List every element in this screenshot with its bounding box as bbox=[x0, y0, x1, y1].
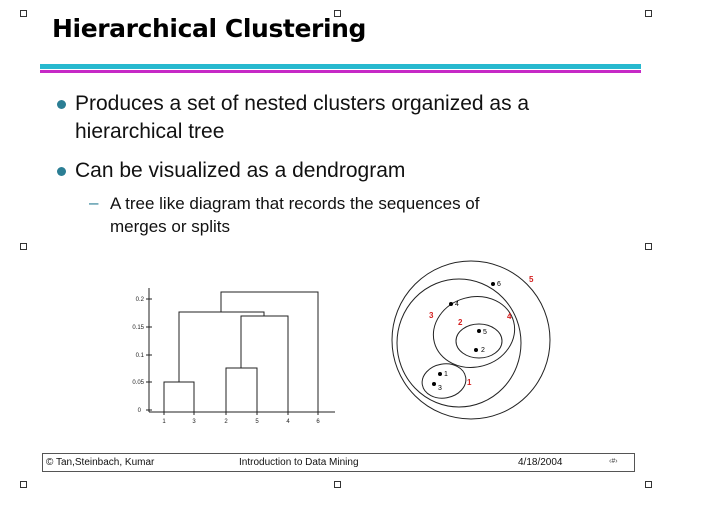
footer-page-number: ‹#› bbox=[609, 458, 618, 465]
merge-link-all-6 bbox=[221, 292, 318, 410]
y-tick-label-0: 0 bbox=[137, 408, 141, 414]
footer-date: 4/18/2004 bbox=[518, 457, 563, 468]
sub-bullet-line-2: merges or splits bbox=[110, 217, 230, 236]
footer-course-title: Introduction to Data Mining bbox=[239, 457, 359, 468]
point-4-dot bbox=[449, 302, 453, 306]
point-1-dot bbox=[438, 372, 442, 376]
slide-footer bbox=[42, 453, 635, 472]
title-underline-cyan bbox=[40, 64, 641, 69]
cluster-1-outline bbox=[419, 360, 468, 401]
x-tick-label-6: 6 bbox=[316, 419, 320, 425]
merge-link-1-3 bbox=[164, 382, 194, 410]
sub-bullet-dash: – bbox=[89, 193, 99, 212]
title-underline-magenta bbox=[40, 70, 641, 73]
point-4-label: 4 bbox=[455, 301, 459, 308]
footer-copyright: © Tan,Steinbach, Kumar bbox=[46, 457, 155, 468]
cluster-label-2: 2 bbox=[458, 318, 463, 327]
x-tick-label-3: 3 bbox=[192, 419, 196, 425]
point-2-dot bbox=[474, 348, 478, 352]
point-5-label: 5 bbox=[483, 329, 487, 336]
point-5-dot bbox=[477, 329, 481, 333]
x-tick-label-1: 1 bbox=[162, 419, 166, 425]
cluster-4-outline bbox=[397, 279, 521, 407]
cluster-3-outline bbox=[425, 288, 522, 377]
x-tick-label-2: 2 bbox=[224, 419, 228, 425]
cluster-label-5: 5 bbox=[529, 275, 534, 284]
point-3-dot bbox=[432, 382, 436, 386]
cluster-5-outline bbox=[392, 261, 550, 419]
merge-link-13-254 bbox=[179, 312, 264, 382]
cluster-label-4: 4 bbox=[507, 312, 512, 321]
x-tick-label-5: 5 bbox=[255, 419, 259, 425]
point-6-dot bbox=[491, 282, 495, 286]
bullet-1-line-1: Produces a set of nested clusters organized as a bbox=[75, 92, 530, 115]
y-tick-label-015: 0.15 bbox=[132, 325, 144, 331]
point-1-label: 1 bbox=[444, 371, 448, 378]
selection-handle-middle-left[interactable] bbox=[20, 243, 27, 250]
bullet-dot-1 bbox=[57, 100, 66, 109]
sub-bullet-line-1: A tree like diagram that records the sequences of bbox=[110, 194, 480, 213]
cluster-label-1: 1 bbox=[467, 378, 472, 387]
selection-handle-top-right[interactable] bbox=[645, 10, 652, 17]
y-tick-label-01: 0.1 bbox=[135, 353, 144, 359]
cluster-2-outline bbox=[456, 324, 502, 358]
selection-handle-bottom-center[interactable] bbox=[334, 481, 341, 488]
selection-handle-bottom-left[interactable] bbox=[20, 481, 27, 488]
point-2-label: 2 bbox=[481, 347, 485, 354]
y-tick-label-02: 0.2 bbox=[135, 297, 144, 303]
bullet-1-line-2: hierarchical tree bbox=[75, 120, 225, 143]
x-tick-label-4: 4 bbox=[286, 419, 290, 425]
selection-handle-top-left[interactable] bbox=[20, 10, 27, 17]
selection-handle-bottom-right[interactable] bbox=[645, 481, 652, 488]
bullet-2-line-1: Can be visualized as a dendrogram bbox=[75, 159, 406, 182]
merge-link-25-4 bbox=[241, 316, 288, 410]
point-6-label: 6 bbox=[497, 281, 501, 288]
point-3-label: 3 bbox=[438, 385, 442, 392]
y-tick-label-005: 0.05 bbox=[132, 380, 144, 386]
merge-link-2-5 bbox=[226, 368, 257, 410]
selection-handle-middle-right[interactable] bbox=[645, 243, 652, 250]
slide-title: Hierarchical Clustering bbox=[52, 14, 367, 43]
cluster-label-3: 3 bbox=[429, 311, 434, 320]
bullet-dot-2 bbox=[57, 167, 66, 176]
